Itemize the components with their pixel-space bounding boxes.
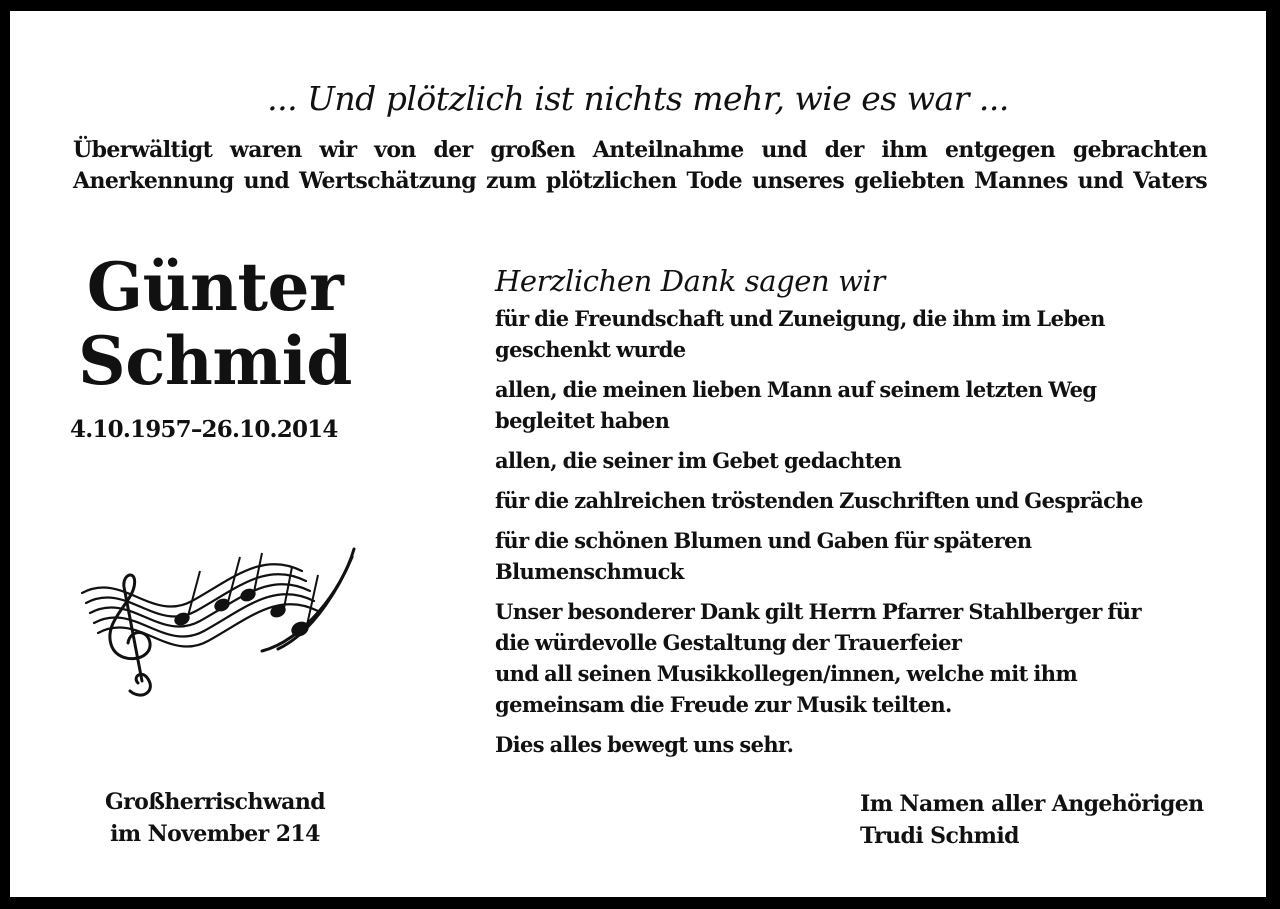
thanks-line: Unser besonderer Dank gilt Herrn Pfarrer Stahlberger für [495,599,1141,624]
thanks-line: und all seinen Musikkollegen/innen, welche mit ihm [495,661,1078,686]
thanks-item [495,729,1235,760]
deceased-first-name: Günter [86,248,344,326]
thanks-item [495,445,1235,476]
thanks-title: Herzlichen Dank sagen wir [495,264,885,298]
signature-line: Im Namen aller Angehörigen [860,791,1204,817]
place-line: im November 214 [110,821,320,847]
signature [860,788,1204,852]
thanks-line: begleitet haben [495,408,670,433]
thanks-section [495,261,1235,769]
intro-paragraph [73,135,1207,197]
thanks-item [495,596,1235,720]
deceased-last-name: Schmid [78,322,352,400]
thanks-line: Dies alles bewegt uns sehr. [495,732,794,757]
treble-clef [110,575,150,695]
thanks-item [495,303,1235,365]
thanks-line: geschenkt wurde [495,337,686,362]
thanks-line: für die zahlreichen tröstenden Zuschriften und Gespräche [495,488,1143,513]
thanks-line: für die Freundschaft und Zuneigung, die ihm im Leben [495,306,1105,331]
thanks-item [495,374,1235,436]
thanks-line: die würdevolle Gestaltung der Trauerfeier [495,630,962,655]
signature-name: Trudi Schmid [860,823,1019,849]
thanks-line: gemeinsam die Freude zur Musik teilten. [495,692,952,717]
thanks-line: allen, die seiner im Gebet gedachten [495,448,902,473]
music-notes-icon [72,531,356,711]
headline: ... Und plötzlich ist nichts mehr, wie es war ... [267,79,1009,118]
thanks-line: für die schönen Blumen und Gaben für späteren [495,528,1032,553]
thanks-item [495,525,1235,587]
intro-line: Anerkennung und Wertschätzung zum plötzlichen Tode unseres geliebten Mannes und Vaters [73,168,1207,194]
place-line: Großherrischwand [104,789,326,815]
thanks-line: allen, die meinen lieben Mann auf seinem letzten Weg [495,377,1097,402]
thanks-line: Blumenschmuck [495,559,684,584]
thanks-item [495,485,1235,516]
life-dates: 4.10.1957–26.10.2014 [70,416,338,443]
sweep-line [278,557,352,649]
intro-line: Überwältigt waren wir von der großen Anteilnahme und der ihm entgegen gebrachten [73,137,1207,163]
obituary-card [10,11,1266,897]
place-and-date [10,786,420,850]
